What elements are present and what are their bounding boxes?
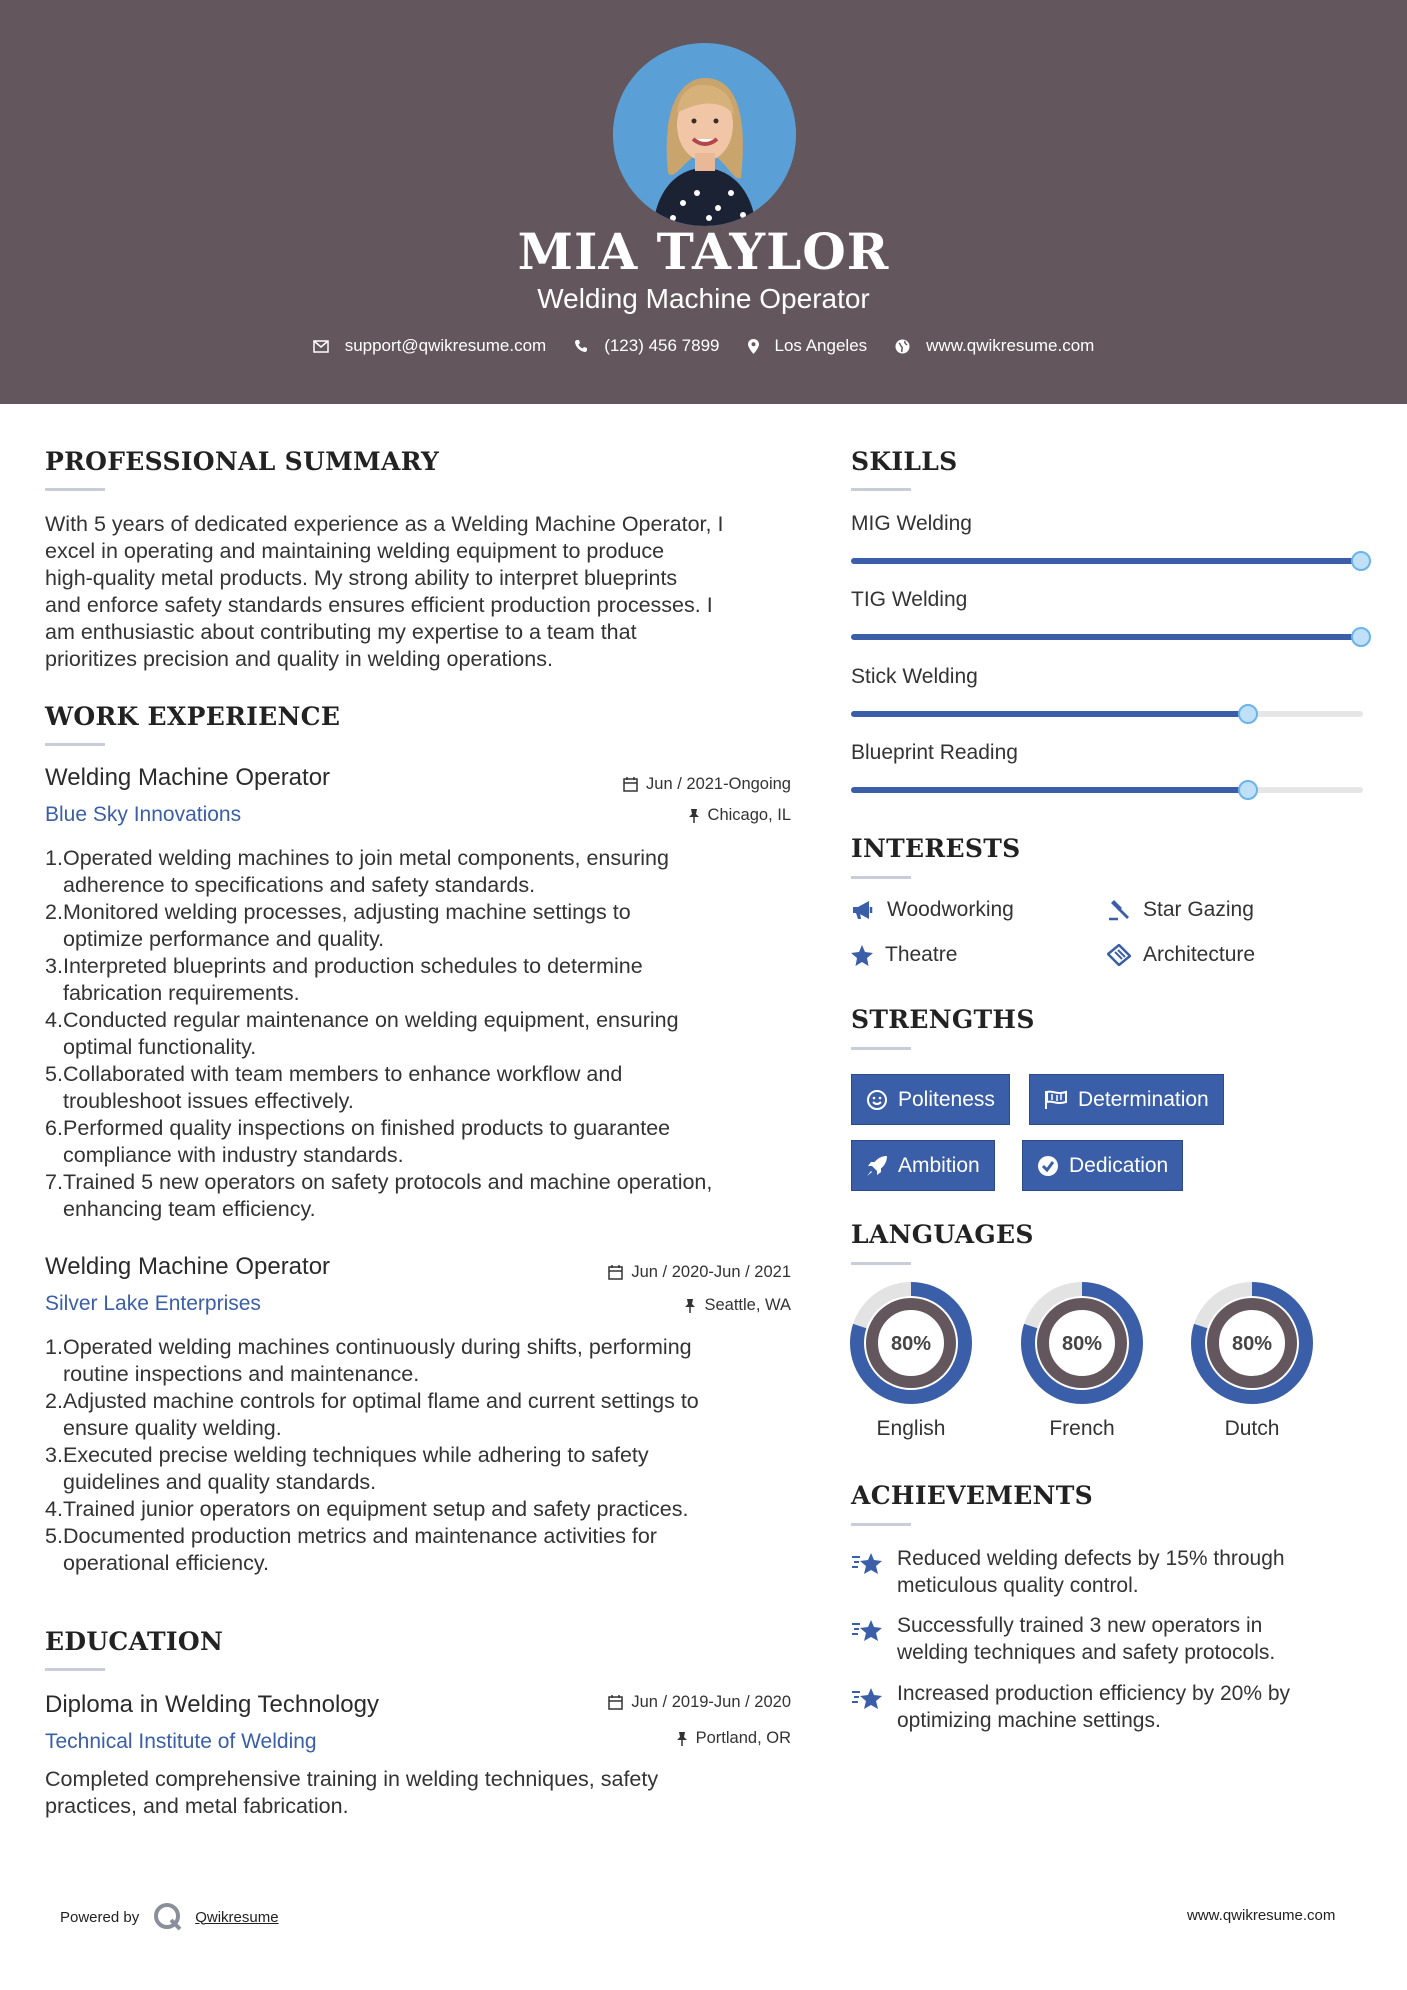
education-location [531, 1729, 791, 1748]
strength-badge [851, 1140, 995, 1191]
summary-line: prioritizes precision and quality in welding operations. [45, 647, 553, 671]
skill-bar-fill [851, 634, 1363, 640]
strengths-divider [851, 1047, 911, 1050]
education-line: practices, and metal fabrication. [45, 1794, 349, 1818]
ticket-icon [1107, 944, 1131, 966]
company-name: Silver Lake Enterprises [45, 1292, 261, 1315]
skill-bar-fill [851, 787, 1250, 793]
language-percent: 80% [1061, 1333, 1103, 1355]
skill-bar-knob [1351, 627, 1371, 647]
list-item: 7. Trained 5 new operators on safety protocols and machine operation, enhancing team efficiency. [45, 1170, 713, 1221]
list-item: 6. Performed quality inspections on finished products to guarantee compliance with industry standards. [45, 1116, 671, 1167]
interests-heading: INTERESTS [851, 834, 1021, 863]
check-circle-icon [1037, 1155, 1059, 1177]
powered-by-text: Powered by [60, 1908, 140, 1926]
language-name: English [876, 1417, 946, 1440]
job-location [531, 806, 791, 825]
language-donut [1020, 1281, 1144, 1405]
contact-email[interactable] [313, 336, 547, 356]
degree-title: Diploma in Welding Technology [45, 1691, 379, 1718]
education-dates [531, 1693, 791, 1712]
contact-website[interactable] [895, 336, 1094, 356]
job-dates-text: Jun / 2020-Jun / 2021 [631, 1263, 791, 1281]
flag-icon [1044, 1090, 1068, 1110]
achievement-item [851, 1612, 1275, 1666]
language-donut [849, 1281, 973, 1405]
summary-line: and enforce safety standards ensures efficient production processes. I [45, 593, 713, 617]
strength-label: Ambition [898, 1153, 980, 1177]
phone-text: (123) 456 7899 [604, 336, 720, 355]
smile-icon [866, 1089, 888, 1111]
summary-line: high-quality metal products. My strong ability to interpret blueprints [45, 566, 678, 590]
job-duties [45, 1334, 805, 1577]
star-icon [851, 945, 873, 966]
interest-label: Star Gazing [1143, 898, 1254, 921]
candidate-name: MIA TAYLOR [517, 222, 890, 281]
skill-label: MIG Welding [851, 512, 972, 535]
interest-item [851, 943, 957, 967]
interests-divider [851, 876, 911, 879]
job-duties [45, 845, 805, 1223]
strengths-heading: STRENGTHS [851, 1005, 1035, 1034]
email-text: support@qwikresume.com [344, 336, 547, 355]
calendar-icon [608, 1695, 623, 1710]
job-location-text: Chicago, IL [707, 806, 791, 824]
list-item: 2. Adjusted machine controls for optimal flame and current settings to ensure quality welding. [45, 1389, 699, 1440]
interest-item [1107, 943, 1255, 967]
school-name: Technical Institute of Welding [45, 1730, 317, 1753]
contact-bar [0, 336, 1407, 356]
achievement-line: meticulous quality control. [897, 1574, 1139, 1597]
footer-url[interactable]: www.qwikresume.com [1187, 1907, 1336, 1924]
job-location-text: Seattle, WA [704, 1296, 791, 1314]
language-percent: 80% [890, 1333, 932, 1355]
list-item: 1. Operated welding machines continuously during shifts, performing routine inspections and maintenance. [45, 1335, 692, 1386]
skill-bar-knob [1351, 551, 1371, 571]
map-pin-icon [748, 339, 759, 354]
pushpin-icon [684, 1298, 696, 1313]
interest-label: Theatre [885, 943, 958, 966]
contact-location [748, 336, 868, 356]
shooting-star-icon [851, 1549, 885, 1577]
summary-line: With 5 years of dedicated experience as a Welding Machine Operator, I [45, 512, 724, 536]
language-donut-chart [849, 1281, 973, 1405]
experience-heading: WORK EXPERIENCE [45, 702, 341, 731]
resume-header [0, 0, 1407, 404]
candidate-title: Welding Machine Operator [537, 283, 870, 314]
list-item: 3. Executed precise welding techniques while adhering to safety guidelines and quality standards. [45, 1443, 649, 1494]
envelope-icon [313, 340, 329, 353]
skill-bar [851, 558, 1363, 564]
job-dates-text: Jun / 2021-Ongoing [646, 775, 791, 793]
skill-bar [851, 634, 1363, 640]
interest-item [1107, 898, 1254, 922]
megaphone-icon [851, 900, 875, 920]
list-item: 5. Collaborated with team members to enhance workflow and troubleshoot issues effectively. [45, 1062, 623, 1113]
rocket-icon [866, 1155, 888, 1177]
gavel-icon [1107, 899, 1131, 921]
list-item: 4. Trained junior operators on equipment setup and safety practices. [45, 1497, 689, 1521]
language-name: Dutch [1224, 1417, 1280, 1440]
language-donut-chart [1190, 1281, 1314, 1405]
strength-label: Dedication [1069, 1153, 1169, 1177]
education-location-text: Portland, OR [695, 1729, 791, 1747]
language-donut-chart [1020, 1281, 1144, 1405]
brand-link[interactable]: Qwikresume [195, 1908, 279, 1926]
language-item [1190, 1281, 1314, 1441]
education-description [45, 1766, 805, 1820]
list-item: 4. Conducted regular maintenance on welding equipment, ensuring optimal functionality. [45, 1008, 679, 1059]
list-item: 3. Interpreted blueprints and production schedules to determine fabrication requirements. [45, 954, 643, 1005]
education-divider [45, 1668, 105, 1671]
language-item [849, 1281, 973, 1441]
education-heading: EDUCATION [45, 1627, 224, 1656]
pushpin-icon [676, 1731, 688, 1746]
achievement-item [851, 1680, 1290, 1734]
list-item: 5. Documented production metrics and maintenance activities for operational efficiency. [45, 1524, 657, 1575]
interest-label: Woodworking [887, 898, 1014, 921]
language-percent: 80% [1231, 1333, 1273, 1355]
language-item [1020, 1281, 1144, 1441]
qwikresume-logo-icon [153, 1902, 183, 1932]
company-name: Blue Sky Innovations [45, 803, 242, 826]
summary-line: am enthusiastic about contributing my expertise to a team that [45, 620, 637, 644]
achievement-item [851, 1545, 1285, 1599]
achievement-line: Reduced welding defects by 15% through [897, 1547, 1285, 1570]
calendar-icon [623, 777, 638, 792]
website-text: www.qwikresume.com [926, 336, 1095, 355]
phone-icon [574, 339, 588, 353]
contact-phone[interactable] [574, 336, 719, 356]
strength-label: Determination [1078, 1087, 1209, 1111]
strength-badge [851, 1074, 1010, 1125]
language-name: French [1049, 1417, 1115, 1440]
languages-divider [851, 1262, 911, 1265]
list-item: 1. Operated welding machines to join metal components, ensuring adherence to specifications and safety standards. [45, 846, 669, 897]
summary-text [45, 511, 805, 673]
education-line: Completed comprehensive training in welding techniques, safety [45, 1767, 659, 1791]
strength-label: Politeness [898, 1087, 995, 1111]
education-dates-text: Jun / 2019-Jun / 2020 [631, 1693, 791, 1711]
summary-heading: PROFESSIONAL SUMMARY [45, 447, 440, 476]
skill-bar-knob [1238, 780, 1258, 800]
interest-label: Architecture [1143, 943, 1256, 966]
job-title: Welding Machine Operator [45, 1253, 331, 1280]
skill-label: TIG Welding [851, 588, 968, 611]
shooting-star-icon [851, 1684, 885, 1712]
job-dates [531, 775, 791, 794]
job-location [531, 1296, 791, 1315]
strength-badge [1022, 1140, 1183, 1191]
skill-bar-fill [851, 711, 1250, 717]
profile-photo [613, 43, 796, 226]
achievement-line: Increased production efficiency by 20% by [897, 1682, 1291, 1705]
strength-badge [1029, 1074, 1224, 1125]
skill-bar-fill [851, 558, 1363, 564]
language-donut [1190, 1281, 1314, 1405]
skill-bar [851, 787, 1363, 793]
summary-divider [45, 488, 105, 491]
skill-bar-knob [1238, 704, 1258, 724]
languages-heading: LANGUAGES [851, 1220, 1034, 1249]
shooting-star-icon [851, 1616, 885, 1644]
skill-label: Blueprint Reading [851, 741, 1018, 764]
job-title: Welding Machine Operator [45, 764, 331, 791]
achievement-line: Successfully trained 3 new operators in [897, 1614, 1263, 1637]
location-text: Los Angeles [774, 336, 868, 355]
achievements-divider [851, 1523, 911, 1526]
achievements-heading: ACHIEVEMENTS [851, 1481, 1093, 1510]
list-item: 2. Monitored welding processes, adjusting machine settings to optimize performance and quality. [45, 900, 631, 951]
globe-icon [895, 339, 910, 354]
experience-divider [45, 743, 105, 746]
footer-powered-by [60, 1902, 279, 1932]
skill-bar [851, 711, 1363, 717]
achievement-line: optimizing machine settings. [897, 1709, 1161, 1732]
summary-line: excel in operating and maintaining welding equipment to produce [45, 539, 665, 563]
calendar-icon [608, 1265, 623, 1280]
interest-item [851, 898, 1014, 922]
pushpin-icon [688, 808, 700, 823]
skills-divider [851, 488, 911, 491]
skills-heading: SKILLS [851, 447, 958, 476]
skill-label: Stick Welding [851, 665, 978, 688]
job-dates [531, 1263, 791, 1282]
achievement-line: welding techniques and safety protocols. [897, 1641, 1276, 1664]
